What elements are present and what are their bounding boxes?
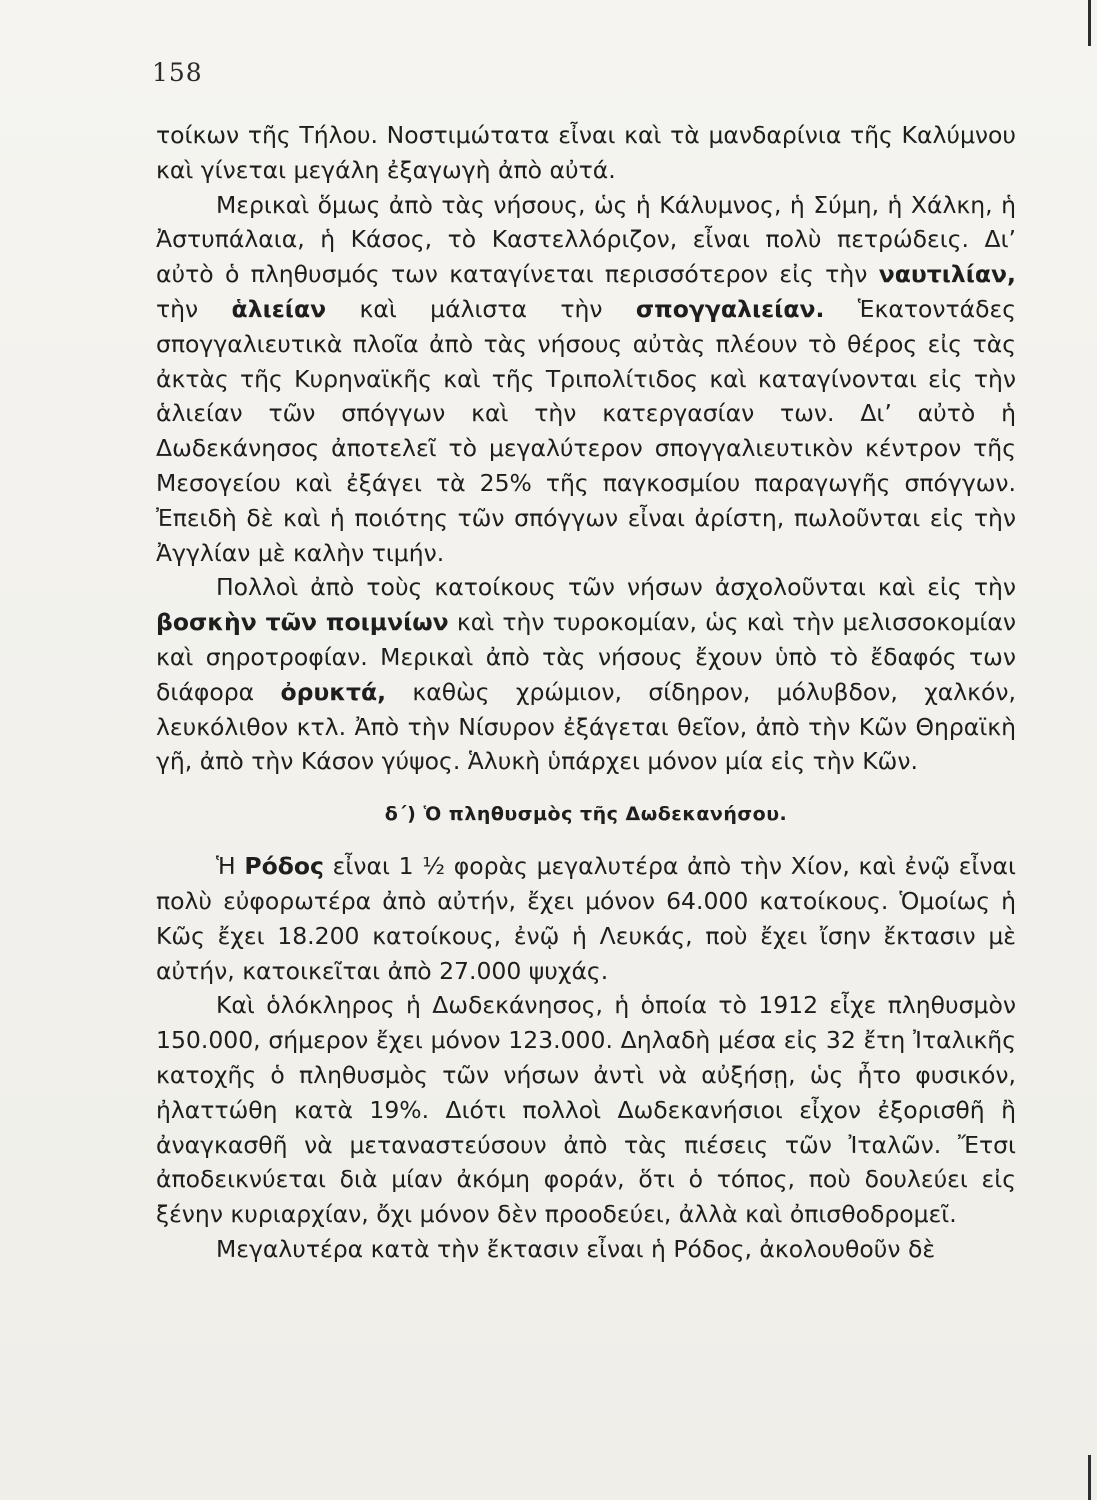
paragraph-5: Καὶ ὁλόκληρος ἡ Δωδεκάνησος, ἡ ὁποία τὸ 1912 εἶχε πληθυσμὸν 150.000, σήμερον ἔχει μόνον 123.000. Δηλαδὴ μέσα εἰς 32 ἔτη Ἰταλικῆς κατοχῆς ὁ πληθυσμὸς τῶν νήσων ἀντὶ νὰ αὐξήσῃ, ὡς ἦτο φυσικόν, ἠλαττώθη κατὰ 19%. Διότι πολλοὶ Δωδεκανήσιοι εἶχον ἐξορισθῆ ἢ ἀναγκασθῆ νὰ μεταναστεύσουν ἀπὸ τὰς πιέσεις τῶν Ἰταλῶν. Ἔτσι ἀποδεικνύεται διὰ μίαν ἀκόμη φοράν, ὅτι ὁ τόπος, ποὺ δουλεύει εἰς ξένην κυριαρχίαν, ὄχι μόνον δὲν προοδεύει, ἀλλὰ καὶ ὀπισθοδρομεῖ. (156, 991, 1016, 1229)
page-edge-mark (1088, 0, 1091, 46)
paragraph-4: Ἡ Ρόδος εἶναι 1 ½ φορὰς μεγαλυτέρα ἀπὸ τὴν Χίον, καὶ ἐνῷ εἶναι πολὺ εὐφορωτέρα ἀπὸ αὐτήν, ἔχει μόνον 64.000 κατοίκους. Ὁμοίως ἡ Κῶς ἔχει 18.200 κατοίκους, ἐνῷ ἡ Λευκάς, ποὺ ἔχει ἴσην ἔκτασιν μὲ αὐτήν, κατοικεῖται ἀπὸ 27.000 ψυχάς. (156, 852, 1016, 985)
section-heading: δ΄) Ὁ πληθυσμὸς τῆς Δωδεκανήσου. (384, 803, 788, 826)
bold-term-fishing: ἁλιείαν (231, 294, 327, 323)
bold-term-navigation: ναυτιλίαν, (878, 260, 1016, 289)
body-text (156, 118, 1016, 1267)
page-edge-mark (1088, 1455, 1091, 1500)
bold-term-herding: βοσκὴν τῶν ποιμνίων (156, 608, 449, 637)
paragraph-1: τοίκων τῆς Τήλου. Νοστιμώτατα εἶναι καὶ τὰ μανδαρίνια τῆς Καλύμνου καὶ γίνεται μεγάλη ἐξαγωγὴ ἀπὸ αὐτά. (156, 121, 1016, 184)
paragraph-6: Μεγαλυτέρα κατὰ τὴν ἔκτασιν εἶναι ἡ Ρόδος, ἀκολουθοῦν δὲ (216, 1234, 936, 1263)
bold-term-rhodes: Ρόδος (244, 852, 324, 881)
bold-term-sponge-fishing: σπογγαλιείαν. (635, 294, 825, 323)
paragraph-3: Πολλοὶ ἀπὸ τοὺς κατοίκους τῶν νήσων ἀσχολοῦνται καὶ εἰς τὴν βοσκὴν τῶν ποιμνίων καὶ τὴν τυροκομίαν, ὡς καὶ τὴν μελισσοκομίαν καὶ σηροτροφίαν. Μερικαὶ ἀπὸ τὰς νήσους ἔχουν ὑπὸ τὸ ἔδαφός των διάφορα ὀρυκτά, καθὼς χρώμιον, σίδηρον, μόλυβδον, χαλκόν, λευκόλιθον κτλ. Ἀπὸ τὴν Νίσυρον ἐξάγεται θεῖον, ἀπὸ τὴν Κῶν Θηραϊκὴ γῆ, ἀπὸ τὴν Κάσον γύψος. Ἁλυκὴ ὑπάρχει μόνον μία εἰς τὴν Κῶν. (156, 573, 1017, 776)
bold-term-minerals: ὀρυκτά, (280, 677, 387, 706)
paragraph-2: Μερικαὶ ὅμως ἀπὸ τὰς νήσους, ὡς ἡ Κάλυμνος, ἡ Σύμη, ἡ Χάλκη, ἡ Ἀστυπάλαια, ἡ Κάσος, τὸ Καστελλόριζον, εἶναι πολὺ πετρώδεις. Δι’ αὐτὸ ὁ πληθυσμός των καταγίνεται περισσότερον εἰς τὴν ναυτιλίαν, τὴν ἁλιείαν καὶ μάλιστα τὴν σπογγαλιείαν. Ἑκατοντάδες σπογγαλιευτικὰ πλοῖα ἀπὸ τὰς νήσους αὐτὰς πλέουν τὸ θέρος εἰς τὰς ἀκτὰς τῆς Κυρηναϊκῆς καὶ τῆς Τριπολίτιδος καὶ καταγίνονται εἰς τὴν ἁλιείαν τῶν σπόγγων καὶ τὴν κατεργασίαν των. Δι’ αὐτὸ ἡ Δωδεκάνησος ἀποτελεῖ τὸ μεγαλύτερον σπογγαλιευτικὸν κέντρον τῆς Μεσογείου καὶ ἐξάγει τὰ 25% τῆς παγκοσμίου παραγωγῆς σπόγγων. Ἐπειδὴ δὲ καὶ ἡ ποιότης τῶν σπόγγων εἶναι ἀρίστη, πωλοῦνται εἰς τὴν Ἀγγλίαν μὲ καλὴν τιμήν. (156, 190, 1016, 567)
page-number: 158 (152, 58, 203, 87)
